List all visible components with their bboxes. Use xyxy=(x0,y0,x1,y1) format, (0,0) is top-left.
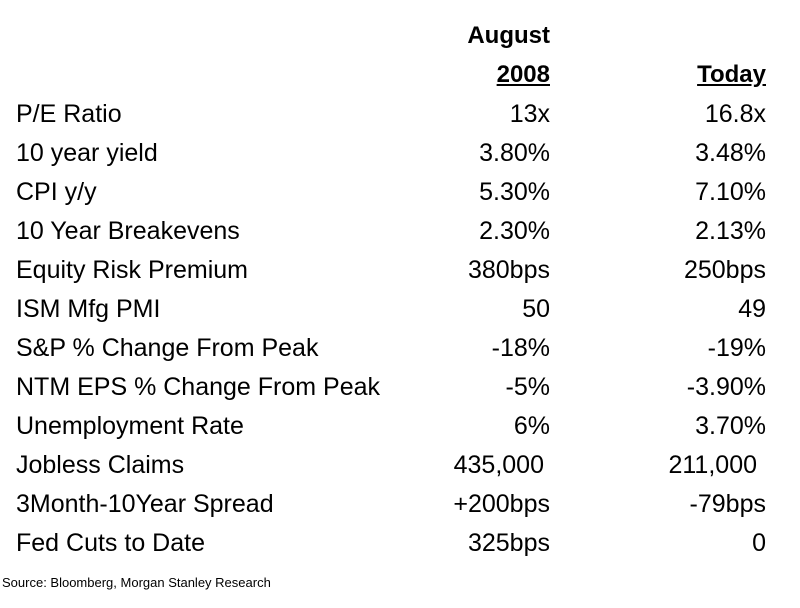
aug-2008-value: 50 xyxy=(522,295,550,323)
today-value: -19% xyxy=(707,334,766,362)
today-value: 0 xyxy=(752,529,766,557)
aug-2008-value: 2.30% xyxy=(479,217,550,245)
table-row xyxy=(0,524,800,563)
today-value: 2.13% xyxy=(695,217,766,245)
today-value: 49 xyxy=(738,295,766,323)
table-row xyxy=(0,251,800,290)
today-value: -79bps xyxy=(689,490,766,518)
today-value: -3.90% xyxy=(686,373,766,401)
aug-2008-value: 6% xyxy=(513,412,550,440)
today-value: 211,000 xyxy=(668,451,757,479)
aug-2008-value: 3.80% xyxy=(479,139,550,167)
aug-2008-value: +200bps xyxy=(453,490,550,518)
source-note: Source: Bloomberg, Morgan Stanley Research xyxy=(2,575,271,590)
table-row xyxy=(0,368,800,407)
row-label: Jobless Claims xyxy=(16,451,185,479)
row-label: 3Month-10Year Spread xyxy=(16,490,274,518)
table-row xyxy=(0,446,800,485)
row-label: S&P % Change From Peak xyxy=(16,334,319,362)
aug-2008-value: 13x xyxy=(509,100,550,128)
header-2008: 2008 xyxy=(496,61,550,88)
aug-2008-value: 435,000 xyxy=(453,451,544,479)
row-label: ISM Mfg PMI xyxy=(16,295,161,323)
today-value: 16.8x xyxy=(704,100,766,128)
table-row xyxy=(0,134,800,173)
table-row xyxy=(0,407,800,446)
row-label: Unemployment Rate xyxy=(16,412,244,440)
today-value: 250bps xyxy=(683,256,766,284)
aug-2008-value: -5% xyxy=(505,373,550,401)
today-value: 3.70% xyxy=(695,412,766,440)
row-label: NTM EPS % Change From Peak xyxy=(16,373,381,401)
table-row xyxy=(0,290,800,329)
table-row xyxy=(0,173,800,212)
aug-2008-value: 325bps xyxy=(467,529,550,557)
table-row xyxy=(0,95,800,134)
row-label: 10 year yield xyxy=(16,139,158,167)
today-value: 3.48% xyxy=(695,139,766,167)
row-label: Equity Risk Premium xyxy=(16,256,248,284)
table-row xyxy=(0,329,800,368)
header-august: August xyxy=(467,22,550,49)
today-value: 7.10% xyxy=(695,178,766,206)
aug-2008-value: 380bps xyxy=(467,256,550,284)
row-label: 10 Year Breakevens xyxy=(16,217,240,245)
table-row xyxy=(0,212,800,251)
aug-2008-value: 5.30% xyxy=(479,178,550,206)
row-label: P/E Ratio xyxy=(16,100,122,128)
row-label: Fed Cuts to Date xyxy=(16,529,205,557)
aug-2008-value: -18% xyxy=(491,334,550,362)
row-label: CPI y/y xyxy=(16,178,97,206)
table-row xyxy=(0,485,800,524)
header-today: Today xyxy=(697,61,766,88)
